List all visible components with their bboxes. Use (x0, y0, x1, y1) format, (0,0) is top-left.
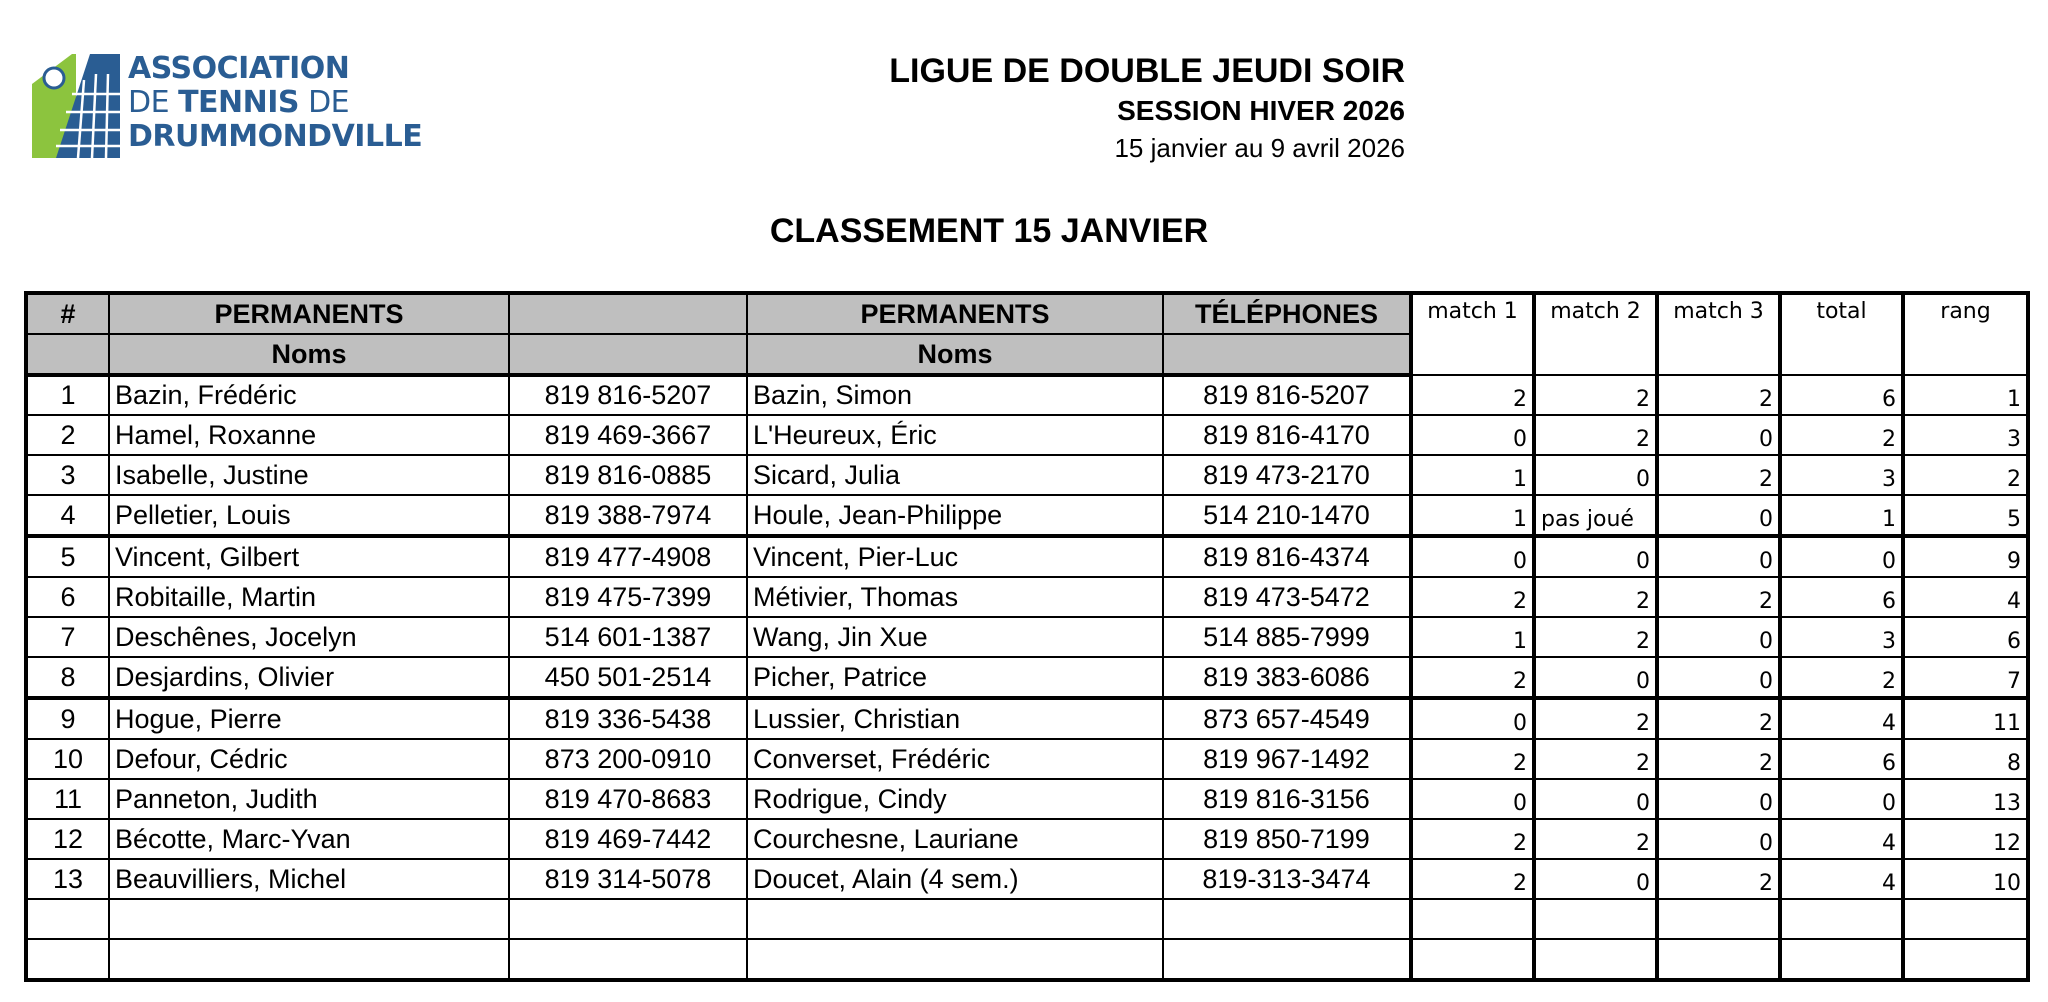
header-permanents-1: PERMANENTS (109, 293, 509, 334)
player-2-phone: 819 473-2170 (1163, 455, 1411, 495)
match-1-score: 1 (1411, 617, 1534, 657)
association-logo (32, 51, 423, 162)
match-3-score (1657, 939, 1780, 980)
match-3-score: 2 (1657, 698, 1780, 739)
row-number: 11 (26, 779, 109, 819)
rank: 1 (1903, 375, 2028, 415)
table-row (26, 657, 2028, 698)
match-2-score: 2 (1534, 415, 1657, 455)
match-2-score: 2 (1534, 577, 1657, 617)
match-3-score: 0 (1657, 657, 1780, 698)
match-1-score: 0 (1411, 415, 1534, 455)
header-num-blank (26, 334, 109, 375)
player-2-name (747, 899, 1163, 939)
logo-line-3: DRUMMONDVILLE (128, 119, 423, 154)
row-number (26, 939, 109, 980)
table-row (26, 577, 2028, 617)
row-number: 10 (26, 739, 109, 779)
rank: 13 (1903, 779, 2028, 819)
logo-line-2a: DE (128, 85, 179, 120)
player-1-phone: 819 469-7442 (509, 819, 747, 859)
table-row (26, 739, 2028, 779)
row-number: 12 (26, 819, 109, 859)
player-1-phone: 819 336-5438 (509, 698, 747, 739)
match-3-score: 2 (1657, 455, 1780, 495)
row-number: 5 (26, 536, 109, 577)
match-2-score: 2 (1534, 739, 1657, 779)
match-3-score: 2 (1657, 577, 1780, 617)
match-1-score: 1 (1411, 455, 1534, 495)
player-1-phone (509, 899, 747, 939)
match-3-score: 0 (1657, 495, 1780, 536)
player-2-name: Courchesne, Lauriane (747, 819, 1163, 859)
total-score: 3 (1780, 455, 1903, 495)
player-2-name: Sicard, Julia (747, 455, 1163, 495)
match-1-score: 0 (1411, 698, 1534, 739)
rank: 6 (1903, 617, 2028, 657)
ranking-title: CLASSEMENT 15 JANVIER (769, 212, 1209, 250)
player-1-name: Robitaille, Martin (109, 577, 509, 617)
table-row (26, 375, 2028, 415)
rank: 11 (1903, 698, 2028, 739)
header-match-2: match 2 (1534, 293, 1657, 375)
player-1-name: Bécotte, Marc-Yvan (109, 819, 509, 859)
match-2-score: pas joué (1534, 495, 1657, 536)
match-1-score: 2 (1411, 739, 1534, 779)
row-number: 6 (26, 577, 109, 617)
player-2-name: Picher, Patrice (747, 657, 1163, 698)
match-2-score: 0 (1534, 859, 1657, 899)
player-2-phone: 819 816-5207 (1163, 375, 1411, 415)
header-phone-1-blank (509, 334, 747, 375)
player-1-phone: 514 601-1387 (509, 617, 747, 657)
row-number: 9 (26, 698, 109, 739)
player-1-name: Pelletier, Louis (109, 495, 509, 536)
player-1-phone: 819 816-5207 (509, 375, 747, 415)
session-title: SESSION HIVER 2026 (1117, 95, 1405, 126)
row-number: 1 (26, 375, 109, 415)
total-score: 4 (1780, 859, 1903, 899)
player-1-name: Panneton, Judith (109, 779, 509, 819)
empty-row (26, 899, 2028, 939)
player-2-name: L'Heureux, Éric (747, 415, 1163, 455)
total-score (1780, 899, 1903, 939)
match-2-score: 2 (1534, 617, 1657, 657)
header-row-1 (26, 293, 2028, 334)
date-range: 15 janvier au 9 avril 2026 (1114, 133, 1405, 163)
tennis-logo-icon (32, 54, 120, 158)
rank: 9 (1903, 536, 2028, 577)
player-1-name (109, 939, 509, 980)
player-1-name: Bazin, Frédéric (109, 375, 509, 415)
player-2-name: Métivier, Thomas (747, 577, 1163, 617)
player-2-name: Doucet, Alain (4 sem.) (747, 859, 1163, 899)
match-2-score: 0 (1534, 536, 1657, 577)
player-1-name: Vincent, Gilbert (109, 536, 509, 577)
total-score: 0 (1780, 536, 1903, 577)
match-1-score: 2 (1411, 657, 1534, 698)
match-3-score: 2 (1657, 739, 1780, 779)
league-title: LIGUE DE DOUBLE JEUDI SOIR (889, 52, 1405, 90)
total-score: 3 (1780, 617, 1903, 657)
header-noms-2: Noms (747, 334, 1163, 375)
player-2-phone: 819 816-4170 (1163, 415, 1411, 455)
rank: 3 (1903, 415, 2028, 455)
match-3-score: 2 (1657, 375, 1780, 415)
total-score: 0 (1780, 779, 1903, 819)
player-2-name: Lussier, Christian (747, 698, 1163, 739)
row-number (26, 899, 109, 939)
total-score: 1 (1780, 495, 1903, 536)
row-number: 3 (26, 455, 109, 495)
total-score: 4 (1780, 819, 1903, 859)
player-2-phone: 819-313-3474 (1163, 859, 1411, 899)
total-score: 6 (1780, 577, 1903, 617)
player-2-phone: 819 383-6086 (1163, 657, 1411, 698)
row-number: 7 (26, 617, 109, 657)
player-2-phone (1163, 939, 1411, 980)
total-score: 6 (1780, 375, 1903, 415)
row-number: 2 (26, 415, 109, 455)
player-1-name: Desjardins, Olivier (109, 657, 509, 698)
document-header (889, 50, 1405, 166)
player-1-name: Hamel, Roxanne (109, 415, 509, 455)
total-score: 6 (1780, 739, 1903, 779)
row-number: 8 (26, 657, 109, 698)
player-2-name: Bazin, Simon (747, 375, 1163, 415)
table-row (26, 859, 2028, 899)
header-rang: rang (1903, 293, 2028, 375)
match-1-score: 0 (1411, 779, 1534, 819)
match-2-score: 0 (1534, 779, 1657, 819)
match-1-score: 2 (1411, 819, 1534, 859)
header-match-1: match 1 (1411, 293, 1534, 375)
player-2-name: Converset, Frédéric (747, 739, 1163, 779)
header-num: # (26, 293, 109, 334)
player-2-name (747, 939, 1163, 980)
logo-line-2c: DE (299, 85, 350, 120)
match-1-score: 2 (1411, 577, 1534, 617)
standings-table (24, 291, 2030, 982)
match-3-score (1657, 899, 1780, 939)
table-row (26, 779, 2028, 819)
player-1-phone: 819 388-7974 (509, 495, 747, 536)
logo-line-1: ASSOCIATION (128, 51, 350, 86)
match-2-score: 2 (1534, 375, 1657, 415)
match-1-score (1411, 939, 1534, 980)
total-score: 4 (1780, 698, 1903, 739)
table-row (26, 495, 2028, 536)
header-phone-1 (509, 293, 747, 334)
table-row (26, 455, 2028, 495)
player-2-phone (1163, 899, 1411, 939)
table-row (26, 617, 2028, 657)
header-match-3: match 3 (1657, 293, 1780, 375)
player-2-phone: 819 816-4374 (1163, 536, 1411, 577)
player-2-phone: 819 473-5472 (1163, 577, 1411, 617)
match-2-score: 2 (1534, 698, 1657, 739)
player-1-name: Defour, Cédric (109, 739, 509, 779)
player-2-phone: 819 850-7199 (1163, 819, 1411, 859)
player-2-name: Wang, Jin Xue (747, 617, 1163, 657)
match-2-score: 2 (1534, 819, 1657, 859)
player-1-name: Hogue, Pierre (109, 698, 509, 739)
player-1-phone: 819 470-8683 (509, 779, 747, 819)
match-2-score (1534, 939, 1657, 980)
player-2-phone: 819 816-3156 (1163, 779, 1411, 819)
match-3-score: 0 (1657, 536, 1780, 577)
match-3-score: 0 (1657, 617, 1780, 657)
rank (1903, 899, 2028, 939)
match-1-score (1411, 899, 1534, 939)
total-score: 2 (1780, 415, 1903, 455)
player-1-name: Deschênes, Jocelyn (109, 617, 509, 657)
logo-line-2b: TENNIS (178, 85, 300, 120)
logo-text (128, 52, 422, 154)
rank: 8 (1903, 739, 2028, 779)
player-1-phone (509, 939, 747, 980)
player-2-name: Vincent, Pier-Luc (747, 536, 1163, 577)
player-2-phone: 514 885-7999 (1163, 617, 1411, 657)
match-1-score: 2 (1411, 375, 1534, 415)
header-permanents-2: PERMANENTS (747, 293, 1163, 334)
player-1-phone: 819 475-7399 (509, 577, 747, 617)
header-noms-1: Noms (109, 334, 509, 375)
match-1-score: 0 (1411, 536, 1534, 577)
player-1-phone: 450 501-2514 (509, 657, 747, 698)
total-score (1780, 939, 1903, 980)
match-1-score: 2 (1411, 859, 1534, 899)
total-score: 2 (1780, 657, 1903, 698)
player-1-name: Beauvilliers, Michel (109, 859, 509, 899)
player-1-phone: 819 314-5078 (509, 859, 747, 899)
match-2-score (1534, 899, 1657, 939)
match-3-score: 0 (1657, 819, 1780, 859)
player-1-phone: 819 816-0885 (509, 455, 747, 495)
player-2-phone: 819 967-1492 (1163, 739, 1411, 779)
table-row (26, 698, 2028, 739)
rank (1903, 939, 2028, 980)
player-1-name: Isabelle, Justine (109, 455, 509, 495)
player-1-name (109, 899, 509, 939)
row-number: 4 (26, 495, 109, 536)
rank: 7 (1903, 657, 2028, 698)
match-3-score: 0 (1657, 415, 1780, 455)
player-2-name: Houle, Jean-Philippe (747, 495, 1163, 536)
rank: 5 (1903, 495, 2028, 536)
header-phones-blank (1163, 334, 1411, 375)
player-1-phone: 819 477-4908 (509, 536, 747, 577)
row-number: 13 (26, 859, 109, 899)
player-2-phone: 514 210-1470 (1163, 495, 1411, 536)
rank: 12 (1903, 819, 2028, 859)
header-total: total (1780, 293, 1903, 375)
match-1-score: 1 (1411, 495, 1534, 536)
rank: 2 (1903, 455, 2028, 495)
player-1-phone: 819 469-3667 (509, 415, 747, 455)
match-3-score: 0 (1657, 779, 1780, 819)
player-1-phone: 873 200-0910 (509, 739, 747, 779)
table-row (26, 819, 2028, 859)
rank: 4 (1903, 577, 2028, 617)
rank: 10 (1903, 859, 2028, 899)
match-2-score: 0 (1534, 657, 1657, 698)
table-row (26, 415, 2028, 455)
player-2-phone: 873 657-4549 (1163, 698, 1411, 739)
header-phones: TÉLÉPHONES (1163, 293, 1411, 334)
empty-row (26, 939, 2028, 980)
table-row (26, 536, 2028, 577)
match-2-score: 0 (1534, 455, 1657, 495)
match-3-score: 2 (1657, 859, 1780, 899)
player-2-name: Rodrigue, Cindy (747, 779, 1163, 819)
